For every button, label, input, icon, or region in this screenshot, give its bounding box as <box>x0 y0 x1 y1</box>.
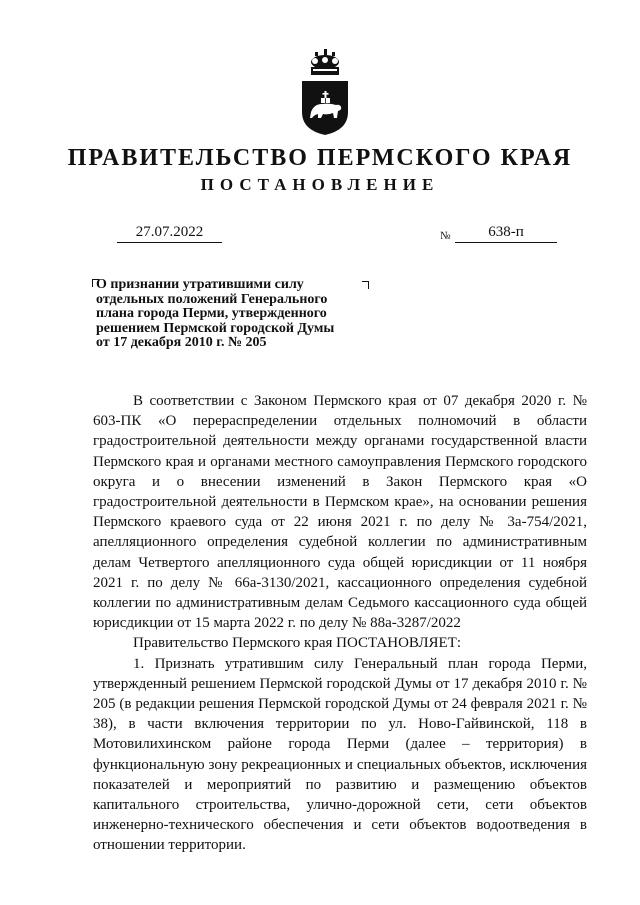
government-title: ПРАВИТЕЛЬСТВО ПЕРМСКОГО КРАЯ <box>67 145 573 171</box>
preamble-paragraph: В соответствии с Законом Пермского края от 07 декабря 2020 г. № 603-ПК «О перераспределении отдельных полномочий в области градостроительной деятельности между органами государственной власти Пермского края и органами местного самоуправления Пермского городского округа и о внесении изменений в Закон Пермского края «О градостроительной деятельности в Пермском крае», на основании решения Пермского краевого суда от 22 июня 2021 г. по делу № 3а-754/2021, апелляционного определения судебной коллегии по административным делам Четвертого апелляционного суда общей юрисдикции от 11 ноября 2021 г. по делу № 66а-3130/2021, кассационного определения судебной коллегии по административным делам Седьмого кассационного суда общей юрисдикции от 15 марта 2022 г. по делу № 88а-3287/2022 <box>93 393 587 632</box>
subject-line: отдельных положений Генерального <box>96 291 328 307</box>
document-date: 27.07.2022 <box>117 224 222 243</box>
document-type: ПОСТАНОВЛЕНИЕ <box>200 175 440 194</box>
subject-line: решением Пермской городской Думы <box>96 320 335 336</box>
subject-line: плана города Перми, утвержденного <box>96 306 327 322</box>
perm-krai-coat-of-arms-icon <box>296 48 354 136</box>
number-sign: № <box>440 230 451 242</box>
subject-line: О признании утратившими силу <box>96 277 304 292</box>
document-subject <box>96 278 376 351</box>
document-body <box>93 391 587 856</box>
resolves-paragraph: Правительство Пермского края ПОСТАНОВЛЯЕТ: <box>133 635 462 652</box>
subject-line: от 17 декабря 2010 г. № 205 <box>96 335 267 351</box>
document-number: 638-п <box>455 224 557 243</box>
item-1-paragraph: 1. Признать утратившим силу Генеральный план города Перми, утвержденный решением Пермской городской Думы от 17 декабря 2010 г. № 205 (в редакции решения Пермской городской Думы от 24 февраля 2021 г. № 38), в части включения территории по ул. Ново-Гайвинской, 118 в Мотовилихинском районе города Перми (далее – территория) в функциональную зону рекреационных и специальных объектов, исключения показателей и мероприятий по развитию и размещению объектов капитального строительства, улично-дорожной сети, сети объектов инженерно-технического обеспечения и сети объектов водоотведения в отношении территории. <box>93 655 587 854</box>
